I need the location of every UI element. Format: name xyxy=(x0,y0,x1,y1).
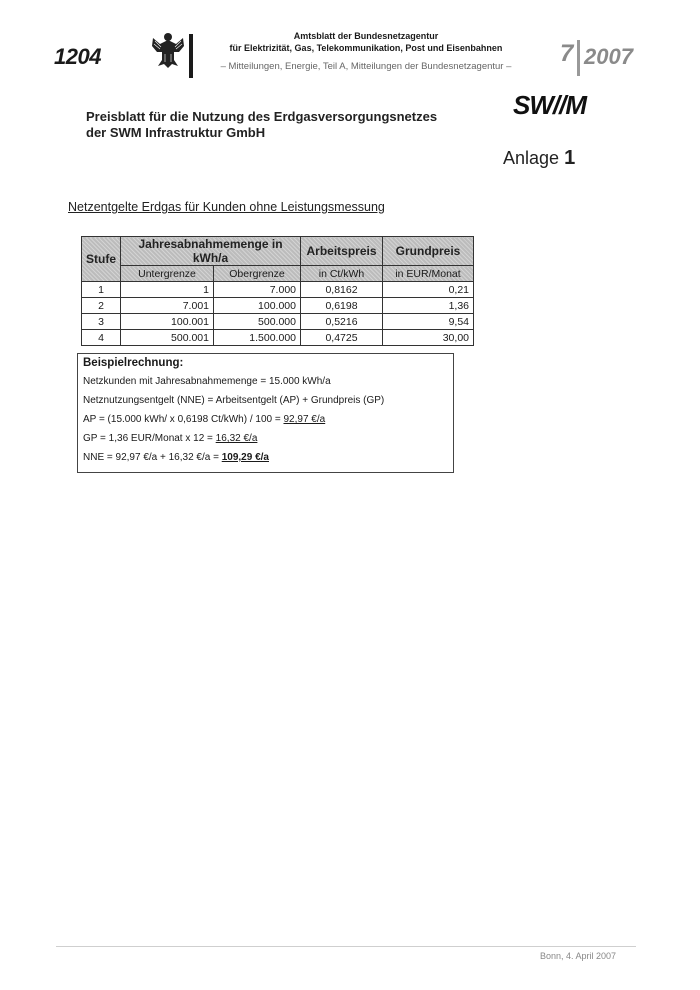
issue-divider xyxy=(577,40,580,76)
footer-date: Bonn, 4. April 2007 xyxy=(540,951,617,961)
cell-arbeitspreis: 0,5216 xyxy=(301,314,383,330)
col-arbeitspreis-header: Arbeitspreis xyxy=(301,237,383,266)
cell-grundpreis: 30,00 xyxy=(383,330,474,346)
example-line-2: Netznutzungsentgelt (NNE) = Arbeitsentgelt (AP) + Grundpreis (GP) xyxy=(83,395,385,406)
header-subtitle: – Mitteilungen, Energie, Teil A, Mitteilungen der Bundesnetzagentur – xyxy=(220,61,512,72)
cell-untergrenze: 500.001 xyxy=(121,330,214,346)
example-calculation-box xyxy=(77,353,454,473)
nne-formula: NNE = 92,97 €/a + 16,32 €/a = xyxy=(83,452,222,463)
cell-arbeitspreis: 0,4725 xyxy=(301,330,383,346)
table-row xyxy=(82,314,474,330)
table-row xyxy=(82,330,474,346)
header-divider xyxy=(189,34,193,78)
table-row xyxy=(82,298,474,314)
col-jahresabnahme-header: Jahresabnahmemenge in kWh/a xyxy=(121,237,301,266)
cell-obergrenze: 1.500.000 xyxy=(214,330,301,346)
header-publisher xyxy=(196,30,536,74)
title-line2: der SWM Infrastruktur GmbH xyxy=(86,125,266,140)
ap-formula: AP = (15.000 kWh/ x 0,6198 Ct/kWh) / 100 = xyxy=(83,414,284,425)
col-arbeitspreis-unit: in Ct/kWh xyxy=(301,266,383,282)
federal-eagle-icon xyxy=(150,30,186,70)
table-row xyxy=(82,282,474,298)
col-grundpreis-unit: in EUR/Monat xyxy=(383,266,474,282)
cell-untergrenze: 7.001 xyxy=(121,298,214,314)
example-line-5 xyxy=(83,451,453,464)
cell-arbeitspreis: 0,6198 xyxy=(301,298,383,314)
cell-grundpreis: 0,21 xyxy=(383,282,474,298)
nne-result: 109,29 €/a xyxy=(221,452,269,463)
cell-obergrenze: 7.000 xyxy=(214,282,301,298)
ap-result: 92,97 €/a xyxy=(283,414,326,425)
issue-number: 7 xyxy=(560,40,574,67)
cell-stufe: 4 xyxy=(82,330,121,346)
title-line1: Preisblatt für die Nutzung des Erdgasversorgungsnetzes xyxy=(86,109,438,124)
cell-obergrenze: 100.000 xyxy=(214,298,301,314)
cell-stufe: 3 xyxy=(82,314,121,330)
swm-logo: SW//M xyxy=(513,90,586,120)
col-obergrenze-header: Obergrenze xyxy=(214,266,301,282)
publisher-line2: für Elektrizität, Gas, Telekommunikation, Post und Eisenbahnen xyxy=(229,43,503,53)
example-line-1: Netzkunden mit Jahresabnahmemenge = 15.000 kWh/a xyxy=(83,376,331,387)
cell-grundpreis: 1,36 xyxy=(383,298,474,314)
gp-result: 16,32 €/a xyxy=(215,433,258,444)
col-untergrenze-header: Untergrenze xyxy=(121,266,214,282)
col-stufe-header: Stufe xyxy=(82,237,121,282)
annex-label xyxy=(503,147,575,170)
example-line-3 xyxy=(83,413,453,426)
document-title xyxy=(86,109,486,141)
annex-number: 1 xyxy=(564,147,576,169)
cell-stufe: 1 xyxy=(82,282,121,298)
col-grundpreis-header: Grundpreis xyxy=(383,237,474,266)
page-number: 1204 xyxy=(54,44,101,69)
example-heading: Beispielrechnung: xyxy=(83,357,184,369)
cell-stufe: 2 xyxy=(82,298,121,314)
example-line-4 xyxy=(83,432,453,445)
cell-arbeitspreis: 0,8162 xyxy=(301,282,383,298)
publisher-line1: Amtsblatt der Bundesnetzagentur xyxy=(293,31,439,41)
cell-untergrenze: 100.001 xyxy=(121,314,214,330)
cell-obergrenze: 500.000 xyxy=(214,314,301,330)
section-heading: Netzentgelte Erdgas für Kunden ohne Leistungsmessung xyxy=(68,200,385,214)
annex-word: Anlage xyxy=(503,148,560,168)
price-table xyxy=(81,236,474,346)
issue-year: 2007 xyxy=(584,44,633,69)
gp-formula: GP = 1,36 EUR/Monat x 12 = xyxy=(83,433,216,444)
cell-grundpreis: 9,54 xyxy=(383,314,474,330)
cell-untergrenze: 1 xyxy=(121,282,214,298)
footer-divider xyxy=(56,946,636,947)
